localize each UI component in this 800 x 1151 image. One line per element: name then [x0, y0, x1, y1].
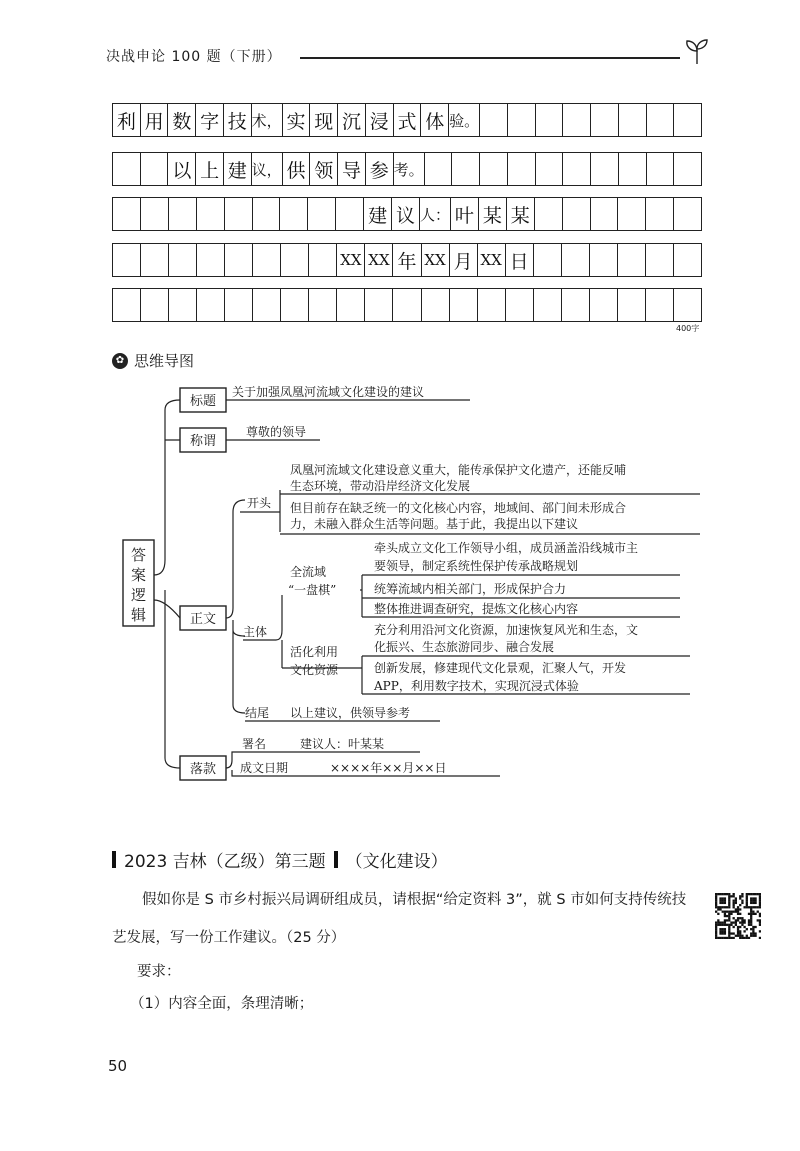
group-1-label-line-2: “一盘棋”: [288, 583, 337, 597]
main-label: 主体: [243, 625, 268, 639]
sign-text: 建议人：叶某某: [300, 737, 385, 751]
grid-cell: 某: [507, 198, 535, 230]
heading-bar-right: [334, 851, 338, 868]
date-text: ××××年××月××日: [330, 761, 447, 775]
body-branches: [226, 500, 245, 713]
grid-cell: 叶: [451, 198, 479, 230]
grid-cell: 沉: [338, 104, 366, 136]
question-line-2: 艺发展，写一份工作建议。（25 分）: [112, 930, 346, 946]
grid-cell: 验。: [449, 104, 480, 136]
grid-cell: 导: [338, 153, 366, 185]
grid-cell: XX: [422, 244, 450, 276]
date-label: 成文日期: [240, 761, 289, 775]
question-heading: [112, 847, 448, 872]
grid-cell: 式: [394, 104, 422, 136]
group-1-item-3: 整体推进调查研究，提炼文化核心内容: [374, 602, 579, 616]
grid-cell: 实: [283, 104, 311, 136]
group-2-label-line-1: 活化利用: [290, 645, 339, 659]
grid-cell: XX: [337, 244, 365, 276]
heading-bar-left: [112, 851, 116, 868]
group-2-item-2-line-1: 创新发展，修建现代文化景观，汇聚人气，开发: [374, 661, 627, 675]
grid-cell: 议: [392, 198, 420, 230]
title-node-label: 标题: [189, 394, 217, 409]
salutation-node-text: 尊敬的领导: [246, 425, 307, 439]
grid-cell: 议，: [252, 153, 283, 185]
qr-code-icon[interactable]: [715, 893, 761, 939]
grid-cell: 数: [168, 104, 196, 136]
book-title: 决战申论 100 题（下册）: [106, 49, 282, 65]
signature-node-label: 落款: [189, 762, 217, 777]
grid-cell: 月: [450, 244, 478, 276]
requirement-1: （1）内容全面，条理清晰；: [130, 996, 314, 1012]
group-1-item-1-line-2: 要领导，制定系统性保护传承战略规划: [374, 559, 579, 573]
opening-item-2-line-2: 力，未融入群众生活等问题。基于此，我提出以下建议: [290, 517, 579, 531]
opening-item-2-line-1: 但目前存在缺乏统一的文化核心内容，地域间、部门间未形成合: [290, 501, 627, 515]
grid-cell: XX: [365, 244, 393, 276]
requirements-label: 要求：: [137, 964, 181, 980]
group-2-label-line-2: 文化资源: [290, 663, 339, 677]
opening-label: 开头: [247, 496, 272, 510]
grid-cell: 参: [366, 153, 394, 185]
grid-cell: 考。: [394, 153, 425, 185]
grid-cell: 技: [224, 104, 252, 136]
page-number: 50: [108, 1057, 128, 1075]
grid-cell: 用: [141, 104, 169, 136]
title-node-text: 关于加强凤凰河流域文化建设的建议: [232, 385, 425, 399]
grid-cell: 利: [113, 104, 141, 136]
group-2-item-1-line-1: 充分利用沿河文化资源，加速恢复风光和生态，文: [374, 623, 639, 637]
question-heading-suffix: （文化建设）: [345, 852, 448, 872]
grid-cell: 日: [506, 244, 534, 276]
group-1-item-1-line-1: 牵头成立文化工作领导小组，成员涵盖沿线城市主: [374, 541, 639, 555]
grid-cell: 建: [224, 153, 252, 185]
ending-label: 结尾: [245, 706, 270, 720]
grid-cell: XX: [478, 244, 506, 276]
root-branches: [154, 400, 180, 768]
flower-badge-icon: ✿: [112, 353, 128, 369]
opening-item-1-line-2: 生态环境，带动沿岸经济文化发展: [290, 479, 471, 493]
word-count: 400字: [676, 324, 700, 333]
grid-cell: 年: [393, 244, 421, 276]
group-1-label-line-1: 全流域: [290, 565, 327, 579]
mind-map-heading-text: 思维导图: [134, 352, 195, 370]
sign-label: 署名: [242, 737, 267, 751]
grid-cell: 领: [310, 153, 338, 185]
salutation-node-label: 称谓: [189, 434, 217, 449]
opening-item-1-line-1: 凤凰河流域文化建设意义重大，能传承保护文化遗产，还能反哺: [290, 463, 627, 477]
grid-cell: 浸: [366, 104, 394, 136]
grid-cell: 人：: [420, 198, 451, 230]
grid-cell: 建: [364, 198, 392, 230]
root-node-label: 答案逻辑: [130, 546, 147, 624]
grid-cell: 现: [310, 104, 338, 136]
question-heading-prefix: 2023 吉林（乙级）第三题: [124, 852, 326, 872]
grid-cell: 供: [283, 153, 311, 185]
question-line-1: 假如你是 S 市乡村振兴局调研组成员，请根据“给定资料 3”，就 S 市如何支持传统技: [142, 892, 687, 908]
grid-cell: 上: [196, 153, 224, 185]
grid-cell: 术，: [252, 104, 283, 136]
group-1-item-2: 统筹流域内相关部门，形成保护合力: [374, 582, 567, 596]
group-2-item-2-line-2: APP，利用数字技术，实现沉浸式体验: [374, 679, 579, 693]
ending-text: 以上建议，供领导参考: [290, 706, 411, 720]
grid-cell: 以: [168, 153, 196, 185]
grid-cell: 体: [421, 104, 449, 136]
group-2-item-1-line-2: 化振兴、生态旅游同步、融合发展: [374, 640, 555, 654]
body-node-label: 正文: [189, 612, 217, 627]
grid-cell: 字: [196, 104, 224, 136]
grid-cell: 某: [479, 198, 507, 230]
